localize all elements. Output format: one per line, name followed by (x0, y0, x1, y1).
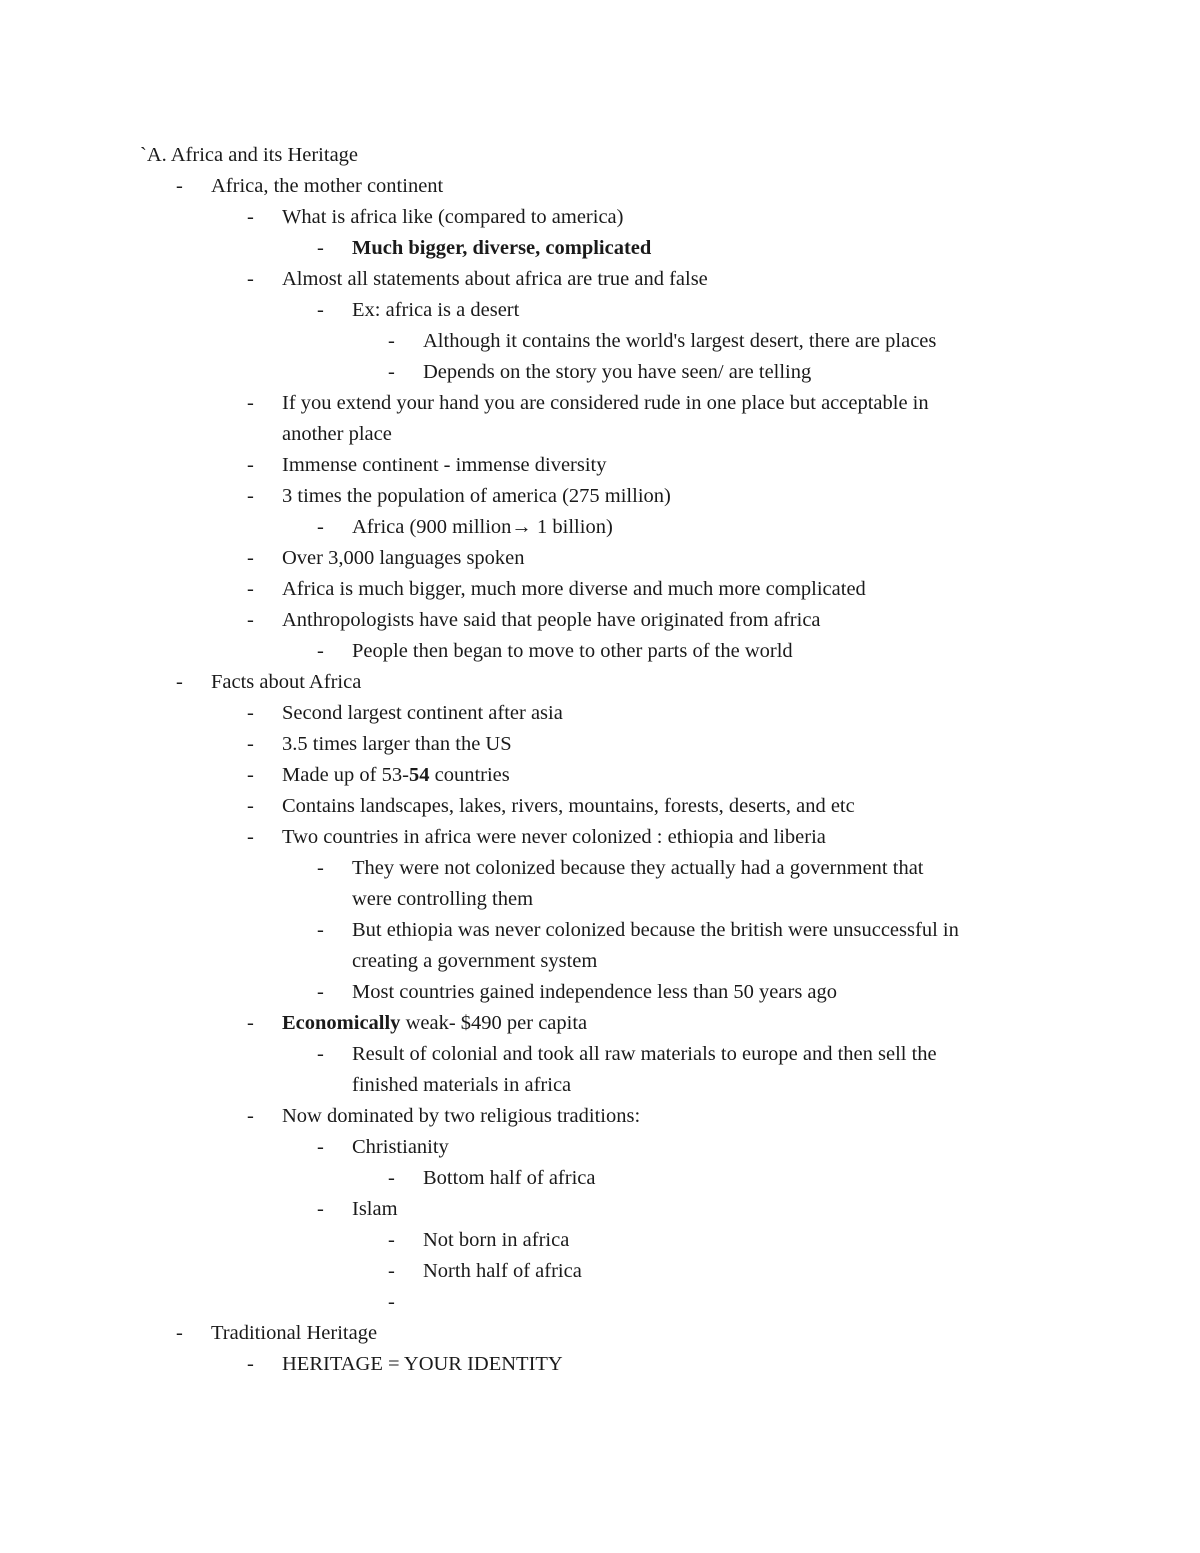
list-item (282, 543, 525, 574)
bullet-dash: - (388, 330, 395, 352)
bullet-dash: - (247, 733, 254, 755)
bullet-dash: - (176, 1322, 183, 1344)
text-run: HERITAGE = YOUR IDENTITY (282, 1353, 563, 1375)
bullet-dash: - (317, 516, 324, 538)
text-run: another place (282, 423, 392, 445)
list-item (352, 977, 837, 1008)
list-item (423, 357, 811, 388)
text-run: Africa (900 million→ 1 billion) (352, 516, 613, 538)
bullet-dash: - (247, 392, 254, 414)
list-item (282, 822, 826, 853)
bullet-dash: - (247, 826, 254, 848)
bullet-dash: - (388, 361, 395, 383)
bullet-dash: - (317, 919, 324, 941)
bullet-dash: - (388, 1229, 395, 1251)
bullet-dash: - (317, 237, 324, 259)
list-item (282, 202, 623, 233)
text-run: countries (429, 764, 510, 786)
list-item-continuation (352, 946, 597, 977)
bullet-dash: - (388, 1167, 395, 1189)
bullet-dash: - (247, 485, 254, 507)
list-item-continuation (352, 884, 533, 915)
text-run: Anthropologists have said that people have originated from africa (282, 609, 821, 631)
bullet-dash: - (388, 1260, 395, 1282)
list-item (282, 481, 671, 512)
bullet-dash: - (247, 206, 254, 228)
list-item (282, 729, 512, 760)
text-run: Two countries in africa were never colonized : ethiopia and liberia (282, 826, 826, 848)
list-item (423, 1256, 582, 1287)
bullet-dash: - (388, 1291, 395, 1313)
text-run: 3.5 times larger than the US (282, 733, 512, 755)
list-item (423, 1163, 595, 1194)
text-run: Now dominated by two religious traditions: (282, 1105, 641, 1127)
list-item (352, 512, 613, 543)
text-run: If you extend your hand you are considered rude in one place but acceptable in (282, 392, 929, 414)
text-run: Contains landscapes, lakes, rivers, mountains, forests, deserts, and etc (282, 795, 855, 817)
bullet-dash: - (247, 547, 254, 569)
list-item (282, 574, 866, 605)
text-run: Result of colonial and took all raw materials to europe and then sell the (352, 1043, 937, 1065)
list-item (352, 233, 651, 264)
bullet-dash: - (247, 1012, 254, 1034)
list-item (211, 1318, 377, 1349)
text-run: Over 3,000 languages spoken (282, 547, 525, 569)
bullet-dash: - (317, 981, 324, 1003)
text-run: People then began to move to other parts of the world (352, 640, 793, 662)
text-run: finished materials in africa (352, 1074, 572, 1096)
text-run: Christianity (352, 1136, 449, 1158)
text-run: 3 times the population of america (275 million) (282, 485, 671, 507)
list-item (282, 791, 855, 822)
bullet-dash: - (317, 1198, 324, 1220)
bullet-dash: - (176, 671, 183, 693)
bullet-dash: - (247, 1105, 254, 1127)
text-run: creating a government system (352, 950, 598, 972)
text-run: Second largest continent after asia (282, 702, 563, 724)
text-run: What is africa like (compared to america) (282, 206, 624, 228)
bullet-dash: - (247, 268, 254, 290)
text-run: Ex: africa is a desert (352, 299, 520, 321)
bold-text: 54 (408, 764, 430, 786)
list-item (282, 1101, 640, 1132)
list-item (282, 760, 510, 791)
list-item (282, 698, 563, 729)
list-item (352, 853, 924, 884)
bullet-dash: - (247, 609, 254, 631)
bold-text: Economically (282, 1012, 401, 1034)
text-run: Almost all statements about africa are true and false (282, 268, 708, 290)
bullet-dash: - (247, 795, 254, 817)
text-run: Although it contains the world's largest desert, there are places (423, 330, 937, 352)
list-item (211, 171, 443, 202)
text-run: were controlling them (352, 888, 534, 910)
list-item (423, 1225, 569, 1256)
list-item (211, 667, 361, 698)
list-item (352, 1194, 398, 1225)
document-title: `A. Africa and its Heritage (140, 144, 359, 166)
text-run: Traditional Heritage (211, 1322, 378, 1344)
bold-text: Much bigger, diverse, complicated (352, 237, 652, 259)
text-run: They were not colonized because they actually had a government that (352, 857, 924, 879)
bullet-dash: - (247, 1353, 254, 1375)
list-item (282, 450, 607, 481)
text-run: Islam (352, 1198, 398, 1220)
bullet-dash: - (317, 299, 324, 321)
list-item (282, 605, 821, 636)
text-run: Not born in africa (423, 1229, 570, 1251)
bullet-dash: - (317, 1136, 324, 1158)
text-run: Africa is much bigger, much more diverse and much more complicated (282, 578, 866, 600)
bullet-dash: - (317, 640, 324, 662)
bullet-dash: - (317, 1043, 324, 1065)
text-run: Immense continent - immense diversity (282, 454, 607, 476)
list-item-continuation (352, 1070, 571, 1101)
text-run: Made up of 53- (282, 764, 409, 786)
text-run: weak- $490 per capita (400, 1012, 588, 1034)
bullet-dash: - (317, 857, 324, 879)
text-run: North half of africa (423, 1260, 582, 1282)
list-item (352, 1132, 449, 1163)
list-item (282, 1349, 563, 1380)
bullet-dash: - (247, 702, 254, 724)
list-item (282, 1008, 587, 1039)
text-run: But ethiopia was never colonized because the british were unsuccessful in (352, 919, 959, 941)
text-run: Bottom half of africa (423, 1167, 596, 1189)
bullet-dash: - (247, 454, 254, 476)
list-item (352, 915, 959, 946)
list-item (352, 636, 793, 667)
list-item (423, 326, 936, 357)
bullet-dash: - (247, 764, 254, 786)
bullet-dash: - (176, 175, 183, 197)
text-run: Depends on the story you have seen/ are telling (423, 361, 812, 383)
text-run: Most countries gained independence less than 50 years ago (352, 981, 838, 1003)
list-item-continuation (282, 419, 392, 450)
text-run: Facts about Africa (211, 671, 362, 693)
bullet-dash: - (247, 578, 254, 600)
list-item (282, 264, 708, 295)
list-item (352, 1039, 937, 1070)
list-item (282, 388, 929, 419)
text-run: Africa, the mother continent (211, 175, 444, 197)
list-item (352, 295, 519, 326)
